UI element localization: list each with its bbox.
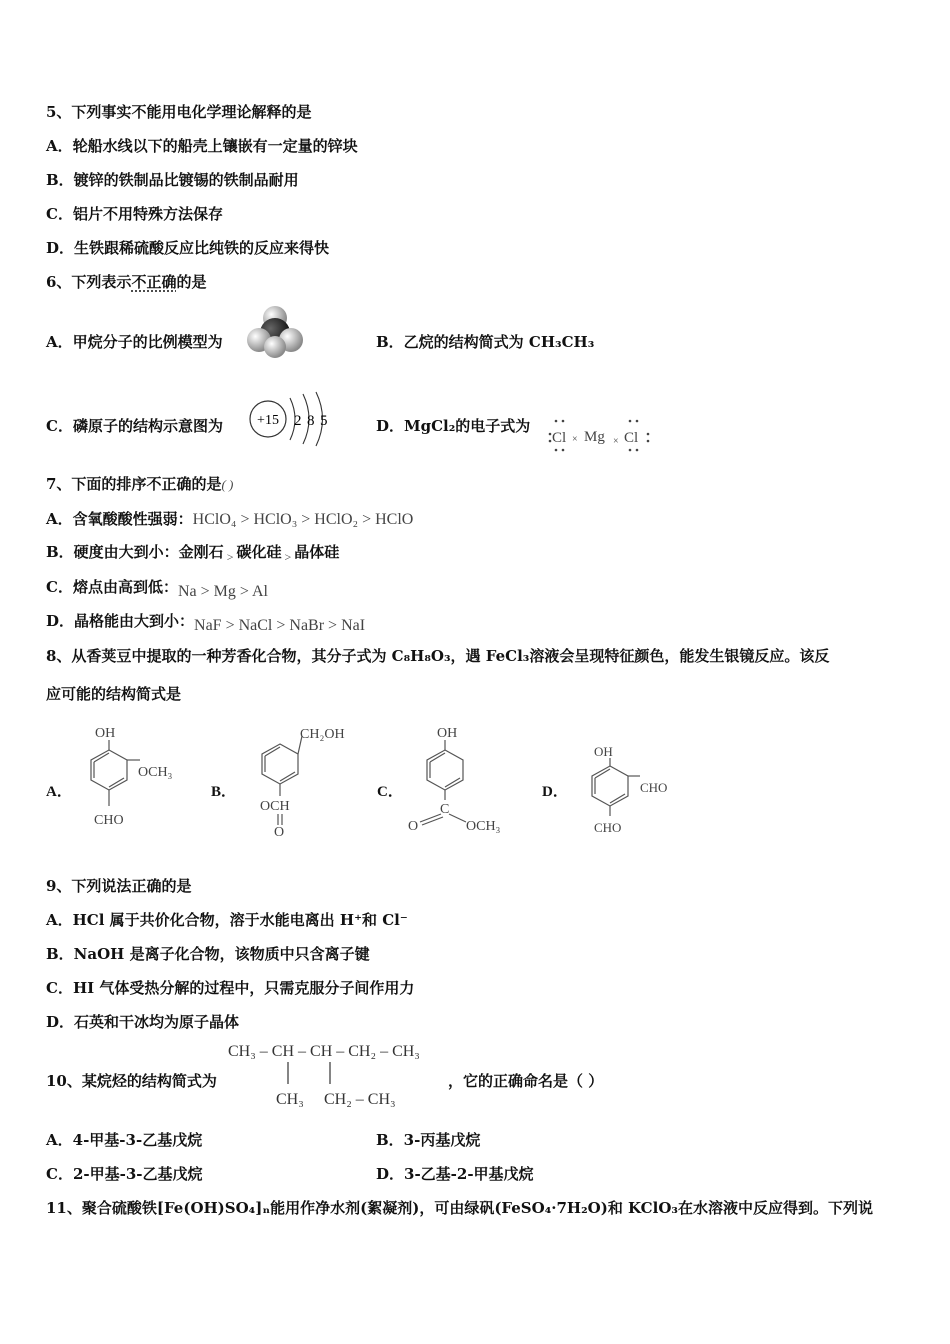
q8-structure-a bbox=[72, 722, 202, 834]
phosphorus-atom-structure-diagram bbox=[246, 388, 336, 450]
q6-stem: 6、下列表示不正确的是 bbox=[46, 273, 207, 291]
q7-stem: 7、下面的排序不正确的是( ) bbox=[46, 475, 234, 493]
q9-option-a: A．HCl 属于共价化合物，溶于水能电离出 H⁺和 Cl⁻ bbox=[46, 911, 408, 929]
shell-2-electrons: 8 bbox=[307, 413, 315, 429]
q10-main-chain: CH₃ – CH – CH – CH₂ – CH₃ bbox=[228, 1043, 420, 1060]
q10-option-c: C．2-甲基-3-乙基戊烷 bbox=[46, 1165, 203, 1183]
q10-alkane-structure bbox=[224, 1036, 464, 1114]
c-oh: OH bbox=[437, 726, 458, 741]
mgcl2-electron-formula bbox=[540, 414, 660, 454]
q7-option-a: A．含氧酸酸性强弱：HClO₄ > HClO₃ > HClO₂ > HClO bbox=[46, 510, 414, 528]
cl-left: Cl bbox=[552, 430, 567, 446]
q5-option-a: A．轮船水线以下的船壳上镶嵌有一定量的锌块 bbox=[46, 137, 358, 155]
shell-3-electrons: 5 bbox=[320, 413, 328, 429]
shell-1-electrons: 2 bbox=[294, 413, 302, 429]
q8-option-b-label: B． bbox=[211, 784, 237, 800]
b-ch2oh: CH₂OH bbox=[300, 727, 345, 742]
c-o: O bbox=[408, 819, 419, 834]
q8-option-d-label: D． bbox=[542, 784, 568, 800]
q8-stem-line2: 应可能的结构简式是 bbox=[46, 685, 182, 703]
q8-structure-b bbox=[240, 722, 370, 838]
mg: Mg bbox=[584, 429, 605, 445]
q10-sub-methyl: CH₃ bbox=[276, 1091, 304, 1108]
q10-option-b: B．3-丙基戊烷 bbox=[376, 1131, 481, 1149]
b-och: OCH bbox=[260, 799, 290, 814]
q8-structure-d bbox=[580, 744, 710, 844]
svg-text:×: × bbox=[613, 436, 619, 447]
svg-text:×: × bbox=[572, 434, 578, 445]
d-cho-right: CHO bbox=[640, 780, 668, 795]
q6-option-a: A．甲烷分子的比例模型为 bbox=[46, 333, 223, 351]
methane-space-filling-model-icon bbox=[244, 304, 306, 360]
q10-stem-post: ，它的正确命名是（ ） bbox=[448, 1072, 604, 1090]
q7-option-b: B．硬度由大到小：金刚石 $_>$ 碳化硅 $_>$ 晶体硅 bbox=[46, 543, 340, 564]
q8-option-c-label: C． bbox=[377, 784, 403, 800]
q5-option-d: D．生铁跟稀硫酸反应比纯铁的反应来得快 bbox=[46, 239, 330, 257]
q10-option-a: A．4-甲基-3-乙基戊烷 bbox=[46, 1131, 203, 1149]
q5-option-c: C．铝片不用特殊方法保存 bbox=[46, 205, 223, 223]
q6-option-b: B．乙烷的结构简式为 CH₃CH₃ bbox=[376, 333, 595, 351]
a-och3: OCH₃ bbox=[138, 765, 173, 780]
nucleus-charge: +15 bbox=[257, 413, 279, 428]
q9-option-b: B．NaOH 是离子化合物，该物质中只含离子键 bbox=[46, 945, 370, 963]
q5-stem: 5、下列事实不能用电化学理论解释的是 bbox=[46, 103, 312, 121]
q9-option-d: D．石英和干冰均为原子晶体 bbox=[46, 1013, 240, 1031]
a-cho: CHO bbox=[94, 813, 124, 828]
q8-option-a-label: A． bbox=[46, 784, 72, 800]
q8-stem-line1: 8、从香荚豆中提取的一种芳香化合物，其分子式为 C₈H₈O₃，遇 FeCl₃溶液会呈现特征颜色，能发生银镜反应。该反 bbox=[46, 647, 830, 665]
d-oh: OH bbox=[594, 744, 613, 759]
q10-sub-ethyl: CH₂ – CH₃ bbox=[324, 1091, 396, 1108]
b-o: O bbox=[274, 825, 285, 838]
d-cho-bottom: CHO bbox=[594, 820, 622, 835]
q10-option-d: D．3-乙基-2-甲基戊烷 bbox=[376, 1165, 534, 1183]
q9-option-c: C．HI 气体受热分解的过程中，只需克服分子间作用力 bbox=[46, 979, 415, 997]
q7-option-c: C．熔点由高到低：Na > Mg > Al bbox=[46, 578, 268, 600]
q8-structure-c bbox=[404, 722, 534, 838]
q6-option-d: D．MgCl₂的电子式为 bbox=[376, 417, 531, 435]
a-oh: OH bbox=[95, 726, 116, 741]
cl-right: Cl bbox=[624, 430, 639, 446]
q6-option-c: C．磷原子的结构示意图为 bbox=[46, 417, 223, 435]
q9-stem: 9、下列说法正确的是 bbox=[46, 877, 192, 895]
q10-stem-pre: 10、某烷烃的结构简式为 bbox=[46, 1072, 217, 1090]
q7-option-d: D．晶格能由大到小：NaF > NaCl > NaBr > NaI bbox=[46, 612, 366, 634]
c-c: C bbox=[440, 802, 450, 817]
c-och3: OCH₃ bbox=[466, 819, 501, 834]
q11-stem: 11、聚合硫酸铁[Fe(OH)SO₄]ₙ能用作净水剂(絮凝剂)，可由绿矾(FeSO₄·7H₂O)和 KClO₃在水溶液中反应得到。下列说 bbox=[46, 1199, 873, 1217]
q5-option-b: B．镀锌的铁制品比镀锡的铁制品耐用 bbox=[46, 171, 299, 189]
